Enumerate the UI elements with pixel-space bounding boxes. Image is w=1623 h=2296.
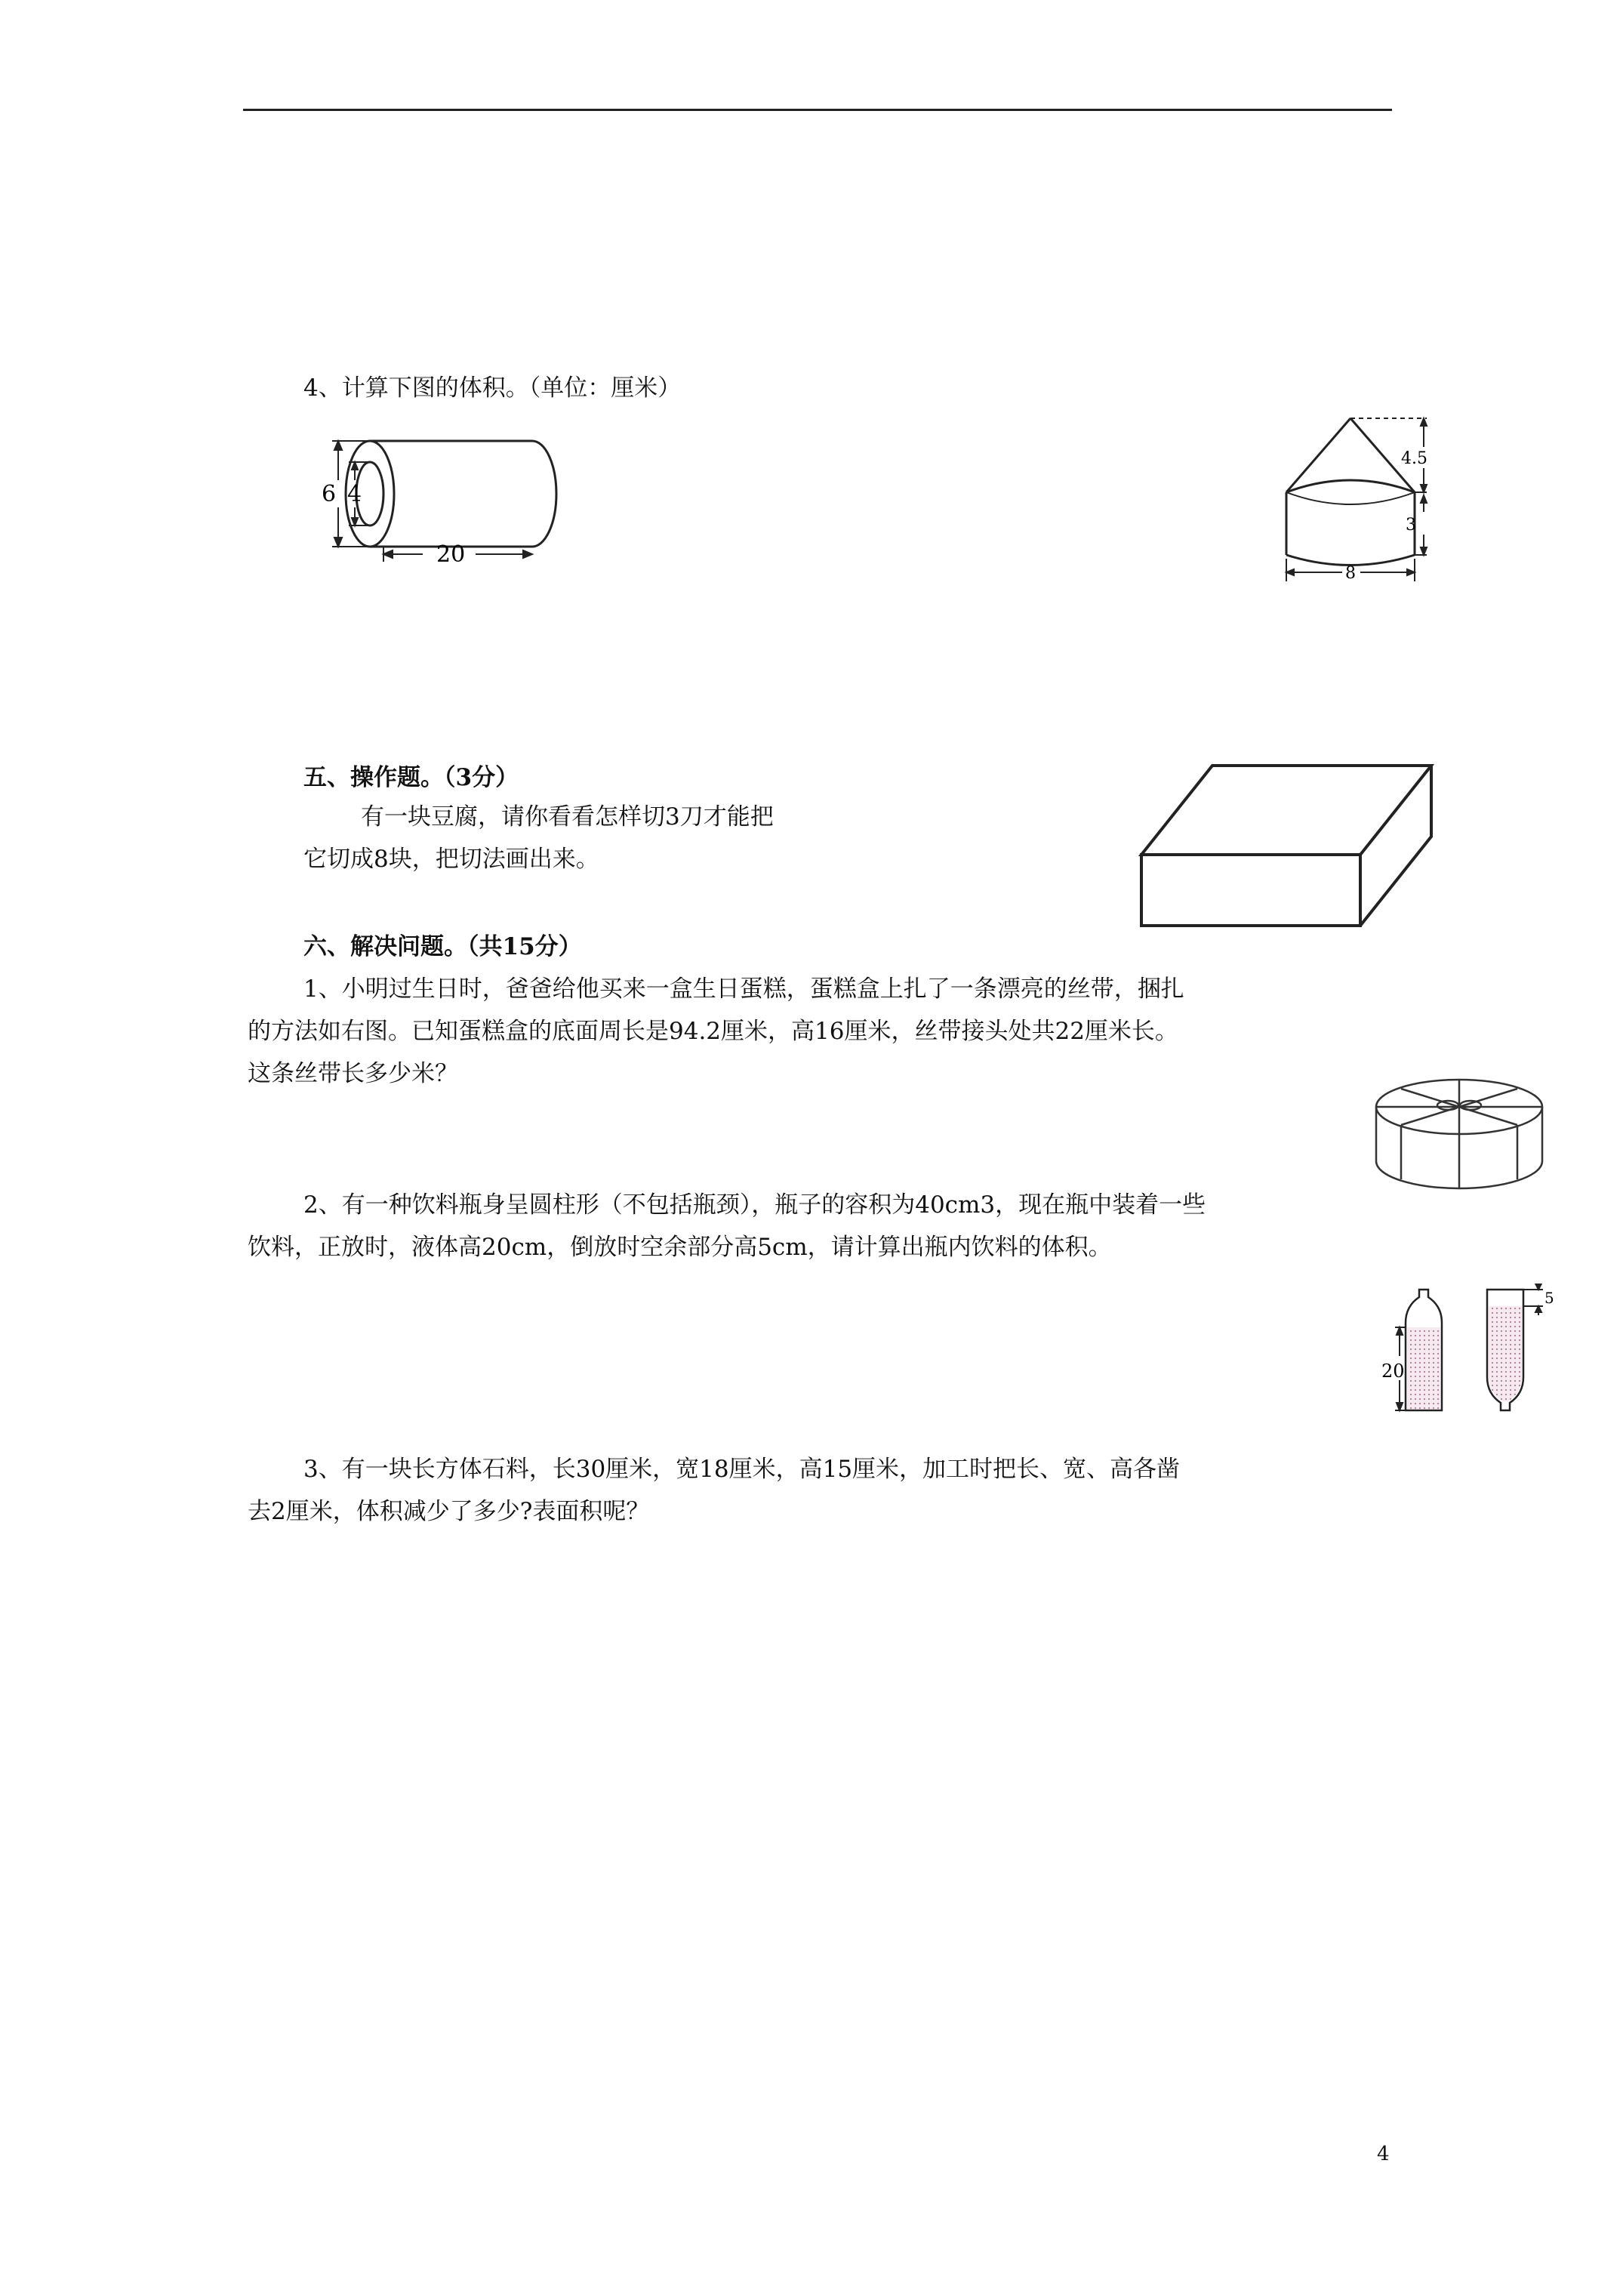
tube-outer-label: 6 (322, 481, 337, 507)
cake-box-figure (1365, 1072, 1554, 1196)
section5-line2: 它切成8块，把切法画出来。 (303, 846, 599, 873)
inverted-gap-label: 5 (1544, 1289, 1554, 1307)
header-rule (243, 109, 1392, 111)
q1-line3: 这条丝带长多少米？ (248, 1060, 458, 1087)
cone-height-label: 4.5 (1401, 449, 1427, 468)
tofu-block-figure (1137, 761, 1437, 930)
q1-line2: 的方法如右图。已知蛋糕盒的底面周长是94.2厘米，高16厘米，丝带接头处共22厘米长。 (248, 1018, 1178, 1045)
q3-line1: 3、有一块长方体石料，长30厘米，宽18厘米，高15厘米，加工时把长、宽、高各凿 (303, 1456, 1181, 1483)
tube-figure (317, 433, 566, 562)
q2-line2: 饮料，正放时，液体高20cm，倒放时空余部分高5cm，请计算出瓶内饮料的体积。 (248, 1234, 1112, 1261)
q2-line1: 2、有一种饮料瓶身呈圆柱形（不包括瓶颈），瓶子的容积为40cm3，现在瓶中装着一些 (303, 1191, 1206, 1219)
cylinder-diameter-label: 8 (1345, 564, 1356, 581)
tube-length-label: 20 (436, 541, 466, 562)
cone-cylinder-figure (1276, 408, 1434, 581)
tube-inner-label: 4 (347, 481, 362, 507)
upright-height-label: 20 (1381, 1361, 1405, 1382)
section5-line1: 有一块豆腐，请你看看怎样切3刀才能把 (361, 803, 774, 831)
q1-line1: 1、小明过生日时，爸爸给他买来一盒生日蛋糕，蛋糕盒上扎了一条漂亮的丝带，捆扎 (303, 975, 1184, 1003)
page-number: 4 (1377, 2143, 1390, 2165)
q3-line2: 去2厘米，体积减少了多少?表面积呢？ (248, 1498, 650, 1525)
bottle-figure (1372, 1284, 1561, 1419)
section5-title: 五、操作题。（3分） (303, 764, 519, 791)
section4-prompt: 4、计算下图的体积。（单位：厘米） (303, 374, 682, 402)
cylinder-height-label: 3 (1406, 516, 1416, 535)
section6-title: 六、解决问题。（共15分） (303, 933, 582, 960)
